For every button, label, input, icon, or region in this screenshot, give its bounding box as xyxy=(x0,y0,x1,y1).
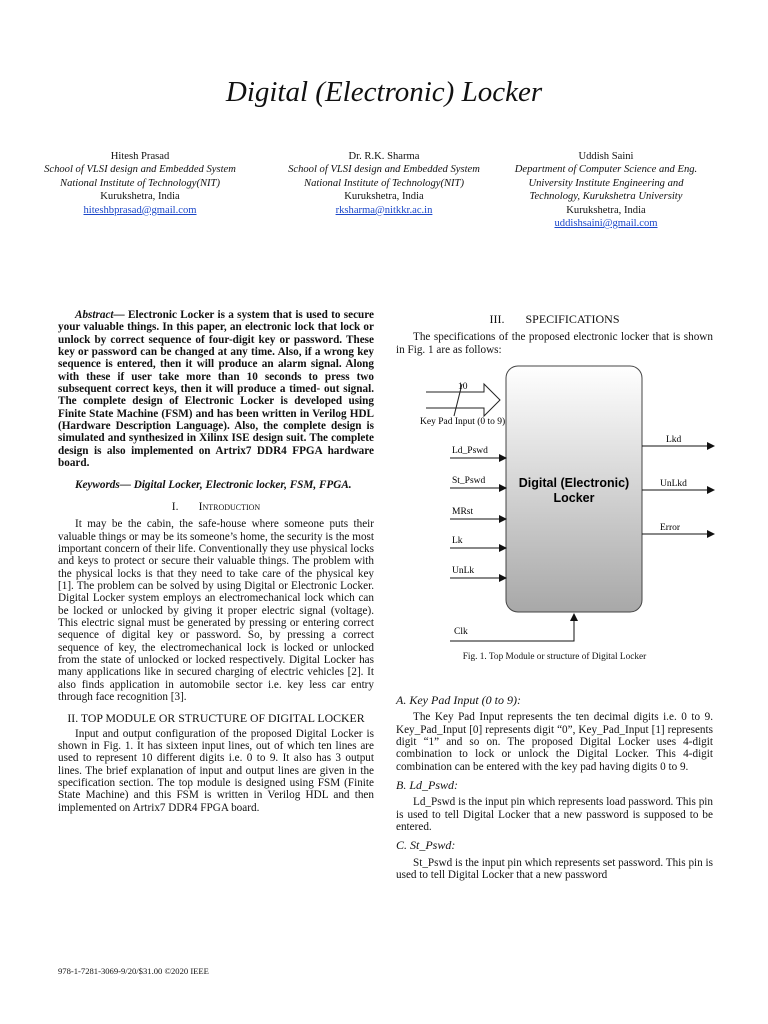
abstract xyxy=(58,309,374,469)
figure-1-diagram xyxy=(396,364,716,664)
paper-title: Digital (Electronic) Locker xyxy=(225,76,543,108)
bus-width-label: 10 xyxy=(458,382,468,392)
author-affiliation: School of VLSI design and Embedded System xyxy=(44,164,236,176)
input-label: St_Pswd xyxy=(452,476,486,486)
section-title: SPECIFICATIONS xyxy=(525,312,620,326)
clock-label: Clk xyxy=(454,627,468,637)
clock-line xyxy=(450,614,574,641)
input-label: Lk xyxy=(452,536,463,546)
section-heading-top-module: II. TOP MODULE OR STRUCTURE OF DIGITAL LOCKER xyxy=(67,711,365,726)
section-number: III. xyxy=(489,312,505,326)
author-affiliation: National Institute of Technology(NIT) xyxy=(304,177,464,189)
block-label-line2: Locker xyxy=(553,491,595,505)
author-affiliation: National Institute of Technology(NIT) xyxy=(60,177,220,189)
output-label: Lkd xyxy=(666,435,682,445)
top-module-body: Input and output configuration of the proposed Digital Locker is shown in Fig. 1. It has sixteen input lines, out of which ten lines are used to represent 10 different digits i.e. 0 to 9. It also has 3 output lines. The brief explanation of input and output lines are given in the specification section. The top module is designed using FSM (Finite State Machine) and this FSM is written in Verilog HDL and then implemented on Artrix7 DDR4 FPGA board. xyxy=(58,727,374,814)
author-name: Hitesh Prasad xyxy=(110,151,170,162)
author-affiliation: Department of Computer Science and Eng. xyxy=(514,164,698,176)
author-location: Kurukshetra, India xyxy=(100,191,180,203)
right-column-lower xyxy=(396,694,713,881)
figure-caption: Fig. 1. Top Module or structure of Digital Locker xyxy=(462,652,647,662)
author-block-3 xyxy=(486,150,726,230)
section-number: I. xyxy=(171,500,179,513)
introduction-body: It may be the cabin, the safe-house where someone puts their valuable things or may be its someone’s home, the security is the most important concern of their life. Conventionally they use physical locks and keys to protect or secure their valuable things. The problem with the physical locks is that they need to take care of the physical key [1]. The problem can be solved by using Digital or Electronic Locker. Digital Locker system employs an electromechanical lock which can be locked or unlocked by giving it proper electric signal (voltage). This electric signal must be generated by pressing or entering correct sequence of digital key or password. So, by pressing a correct sequence of key, the electromechanical lock is locked or unlocked from the state of unlocked or locked respectively. Digital Locker has many applications like in secured charging of electric vehicles [2]. It also finds application in automobile sector i.e. key less car entry through face recognition [3]. xyxy=(58,518,374,703)
right-column xyxy=(396,313,713,356)
author-email[interactable]: rksharma@nitkkr.ac.in xyxy=(335,204,433,216)
author-name: Dr. R.K. Sharma xyxy=(348,151,420,162)
author-email[interactable]: uddishsaini@gmail.com xyxy=(554,218,658,230)
author-location: Kurukshetra, India xyxy=(344,191,424,203)
author-block-2 xyxy=(264,150,504,217)
author-name: Uddish Saini xyxy=(578,151,634,162)
section-title: Introduction xyxy=(198,500,261,513)
subsection-a-body: The Key Pad Input represents the ten decimal digits i.e. 0 to 9. Key_Pad_Input [0] represents digit “0”, Key_Pad_Input [1] represents digit “1” and so on. The proposed Digital Locker uses 4-digit combination to lock or unlock the Digital Locker. This 4-digit combination can be entered with the key pad having digits 0 to 9. xyxy=(396,711,713,773)
abstract-text: Electronic Locker is a system that is used to secure your valuable things. In this paper, an electronic lock that lock or unlock by correct sequence of four-digit key or password. These key or password can be changed at any time. Also, if a wrong key sequence is entered, then it will produce an alarm signal. Along with these if user take more than 10 seconds to press two subsequent correct keys, then it will produce a timed- out signal. The complete design of Electronic Locker is developed using Finite State Machine (FSM) and has been written in Verilog HDL (Hardware Description Language). Also, the complete design is simulated and synthesized in Xilinx ISE design suit. The complete design is also implemented on Artrix7 DDR4 FPGA hardware board. xyxy=(58,309,374,470)
input-label: MRst xyxy=(452,507,474,517)
author-affiliation: Technology, Kurukshetra University xyxy=(529,191,683,203)
subsection-b-body: Ld_Pswd is the input pin which represents load password. This pin is used to tell Digital Locker that a new password is supposed to be entered. xyxy=(396,796,713,834)
section-heading-introduction xyxy=(58,501,374,513)
author-affiliation: School of VLSI design and Embedded System xyxy=(288,164,480,176)
block-label-line1: Digital (Electronic) xyxy=(518,476,630,490)
specifications-intro: The specifications of the proposed electronic locker that is shown in Fig. 1 are as follows: xyxy=(396,331,713,356)
input-label: Ld_Pswd xyxy=(452,446,488,456)
bus-label: Key Pad Input (0 to 9) xyxy=(420,417,506,427)
author-block-1 xyxy=(20,150,260,217)
author-location: Kurukshetra, India xyxy=(566,204,646,216)
subsection-a-heading: A. Key Pad Input (0 to 9): xyxy=(396,693,521,707)
author-email[interactable]: hiteshbprasad@gmail.com xyxy=(83,204,197,216)
keywords-text: Digital Locker, Electronic locker, FSM, FPGA. xyxy=(130,479,352,492)
abstract-label: Abstract— xyxy=(75,309,125,321)
output-label: Error xyxy=(660,523,681,533)
subsection-c-heading: C. St_Pswd: xyxy=(396,838,456,853)
subsection-b-heading: B. Ld_Pswd: xyxy=(396,778,459,793)
input-label: UnLk xyxy=(452,566,475,576)
keywords xyxy=(58,479,374,491)
left-column xyxy=(58,309,374,814)
keywords-label: Keywords— xyxy=(75,479,131,492)
author-affiliation: University Institute Engineering and xyxy=(528,177,684,189)
section-heading-specifications xyxy=(396,313,713,325)
subsection-c-body: St_Pswd is the input pin which represents set password. This pin is used to tell Digital Locker that a new password xyxy=(396,856,713,882)
copyright-footer: 978-1-7281-3069-9/20/$31.00 ©2020 IEEE xyxy=(58,966,209,976)
output-label: UnLkd xyxy=(660,479,687,489)
